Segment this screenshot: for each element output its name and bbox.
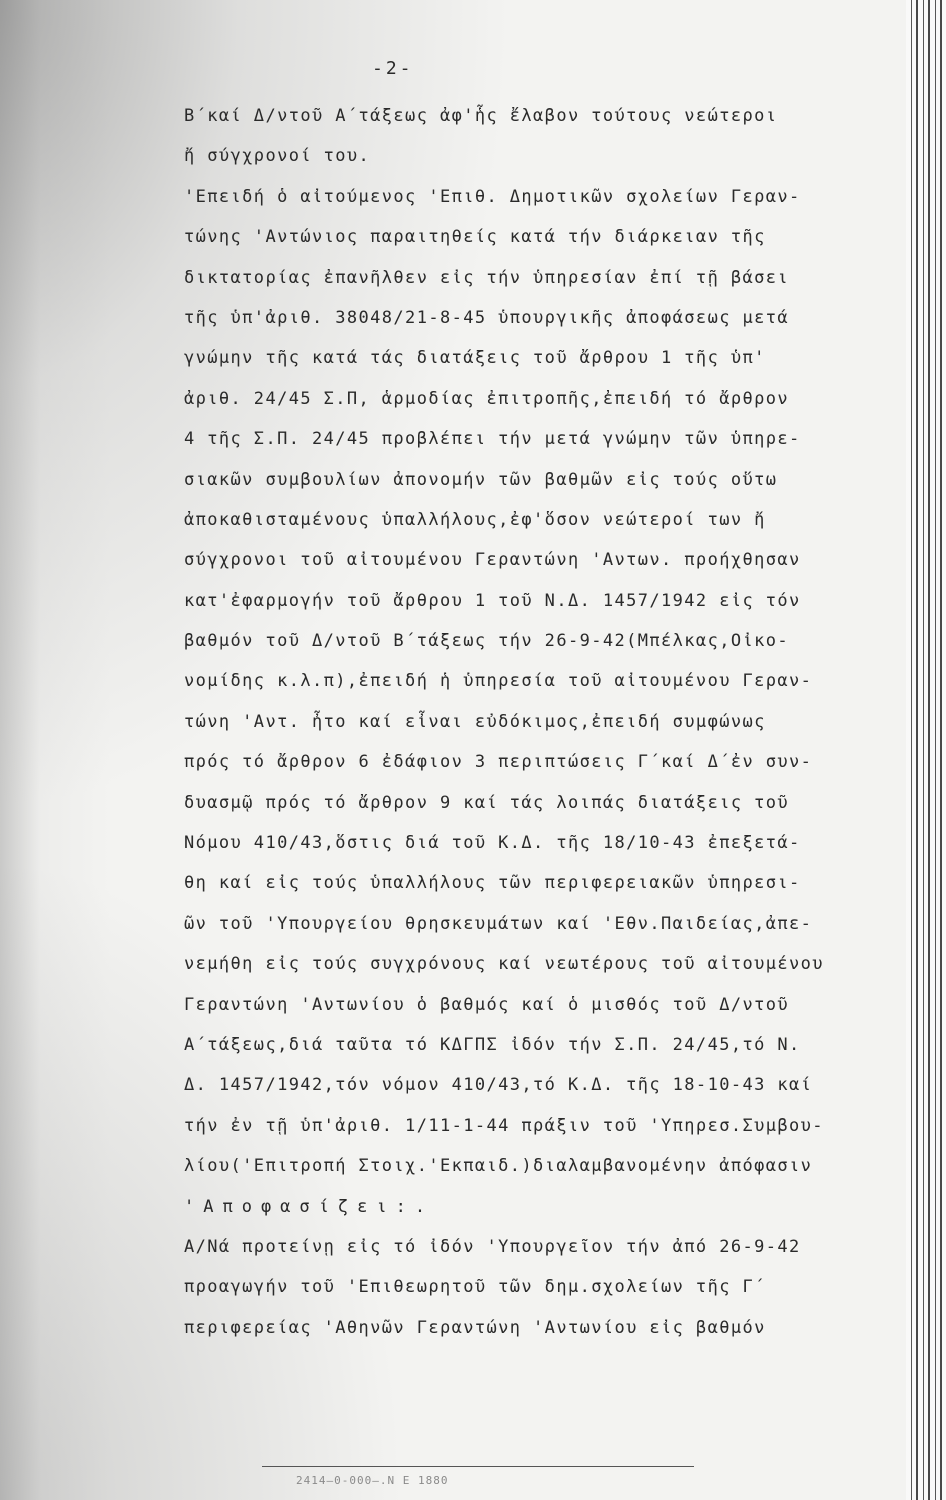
text-line: σύγχρονοι τοῦ αἰτουμένου Γεραντώνη 'Αντων. προήχθησαν xyxy=(184,550,801,571)
text-line: περιφερείας 'Αθηνῶν Γεραντώνη 'Αντωνίου εἰς βαθμόν xyxy=(184,1317,766,1338)
text-line: Γεραντώνη 'Αντωνίου ὁ βαθμός καί ὁ μισθός τοῦ Δ/ντοῦ xyxy=(184,994,790,1015)
text-line: σιακῶν συμβουλίων ἀπονομήν τῶν βαθμῶν εἰς τούς οὕτω xyxy=(184,469,778,490)
text-line: τῆς ὑπ'ἀριθ. 38048/21-8-45 ὑπουργικῆς ἀποφάσεως μετά xyxy=(184,307,790,328)
text-line: Α΄τάξεως,διά ταῦτα τό ΚΔΓΠΣ ἰδόν τήν Σ.Π. 24/45,τό Ν. xyxy=(184,1034,801,1055)
text-line: ἀποκαθισταμένους ὑπαλλήλους,ἐφ'ὅσον νεώτεροί των ἤ xyxy=(184,509,766,530)
text-line: 'Επειδή ὁ αἰτούμενος 'Επιθ. Δημοτικῶν σχολείων Γεραν- xyxy=(184,186,801,207)
text-line: 4 τῆς Σ.Π. 24/45 προβλέπει τήν μετά γνώμην τῶν ὑπηρε- xyxy=(184,429,801,450)
text-line: Δ. 1457/1942,τόν νόμον 410/43,τό Κ.Δ. τῆς 18-10-43 καί xyxy=(184,1075,813,1096)
text-line: δικτατορίας ἐπανῆλθεν εἰς τήν ὑπηρεσίαν ἐπί τῇ βάσει xyxy=(184,267,790,288)
text-line: θη καί εἰς τούς ὑπαλλήλους τῶν περιφερειακῶν ὑπηρεσι- xyxy=(184,873,801,894)
text-line: τήν ἐν τῇ ὑπ'ἀριθ. 1/11-1-44 πράξιν τοῦ 'Υπηρεσ.Συμβου- xyxy=(184,1115,824,1136)
footer-rule xyxy=(262,1466,694,1467)
page-number: -2- xyxy=(372,58,414,79)
text-line: τώνη 'Αντ. ἦτο καί εἶναι εὐδόκιμος,ἐπειδή συμφώνως xyxy=(184,711,766,732)
text-line: λίου('Επιτροπή Στοιχ.'Εκπαιδ.)διαλαμβανομένην ἀπόφασιν xyxy=(184,1156,813,1177)
text-line: δυασμῷ πρός τό ἄρθρον 9 καί τάς λοιπάς διατάξεις τοῦ xyxy=(184,792,790,813)
page-binding-edge xyxy=(906,0,946,1500)
text-line: γνώμην τῆς κατά τάς διατάξεις τοῦ ἄρθρου 1 τῆς ὑπ' xyxy=(184,348,766,369)
text-line: Α/Νά προτείνῃ εἰς τό ἰδόν 'Υπουργεῖον τήν ἀπό 26-9-42 xyxy=(184,1236,801,1257)
text-line: προαγωγήν τοῦ 'Επιθεωρητοῦ τῶν δημ.σχολείων τῆς Γ΄ xyxy=(184,1277,766,1298)
document-body xyxy=(184,96,904,1348)
text-line: πρός τό ἄρθρον 6 ἐδάφιον 3 περιπτώσεις Γ΄καί Δ΄ἐν συν- xyxy=(184,752,813,773)
text-line: ἤ σύγχρονοί του. xyxy=(184,146,371,167)
text-line: νομίδης κ.λ.π),ἐπειδή ἡ ὑπηρεσία τοῦ αἰτουμένου Γεραν- xyxy=(184,671,813,692)
text-line: τώνης 'Αντώνιος παραιτηθείς κατά τήν διάρκειαν τῆς xyxy=(184,227,766,248)
text-line: νεμήθη εἰς τούς συγχρόνους καί νεωτέρους τοῦ αἰτουμένου xyxy=(184,954,824,975)
printer-stamp: 2414—0-000—.N E 1880 xyxy=(296,1474,449,1487)
text-line: ἀριθ. 24/45 Σ.Π, ἁρμοδίας ἐπιτροπῆς,ἐπειδή τό ἄρθρον xyxy=(184,388,790,409)
text-line: Β΄καί Δ/ντοῦ Α΄τάξεως ἀφ'ἧς ἔλαβον τούτους νεώτεροι xyxy=(184,106,778,126)
text-line: ῶν τοῦ 'Υπουργείου θρησκευμάτων καί 'Εθν.Παιδείας,ἀπε- xyxy=(184,913,813,934)
text-line: Νόμου 410/43,ὅστις διά τοῦ Κ.Δ. τῆς 18/10-43 ἐπεξετά- xyxy=(184,833,801,854)
decision-heading: 'Αποφασίζει:. xyxy=(184,1196,435,1217)
text-line: βαθμόν τοῦ Δ/ντοῦ Β΄τάξεως τήν 26-9-42(Μπέλκας,Οἰκο- xyxy=(184,631,790,652)
text-line: κατ'ἐφαρμογήν τοῦ ἄρθρου 1 τοῦ Ν.Δ. 1457/1942 εἰς τόν xyxy=(184,590,801,611)
